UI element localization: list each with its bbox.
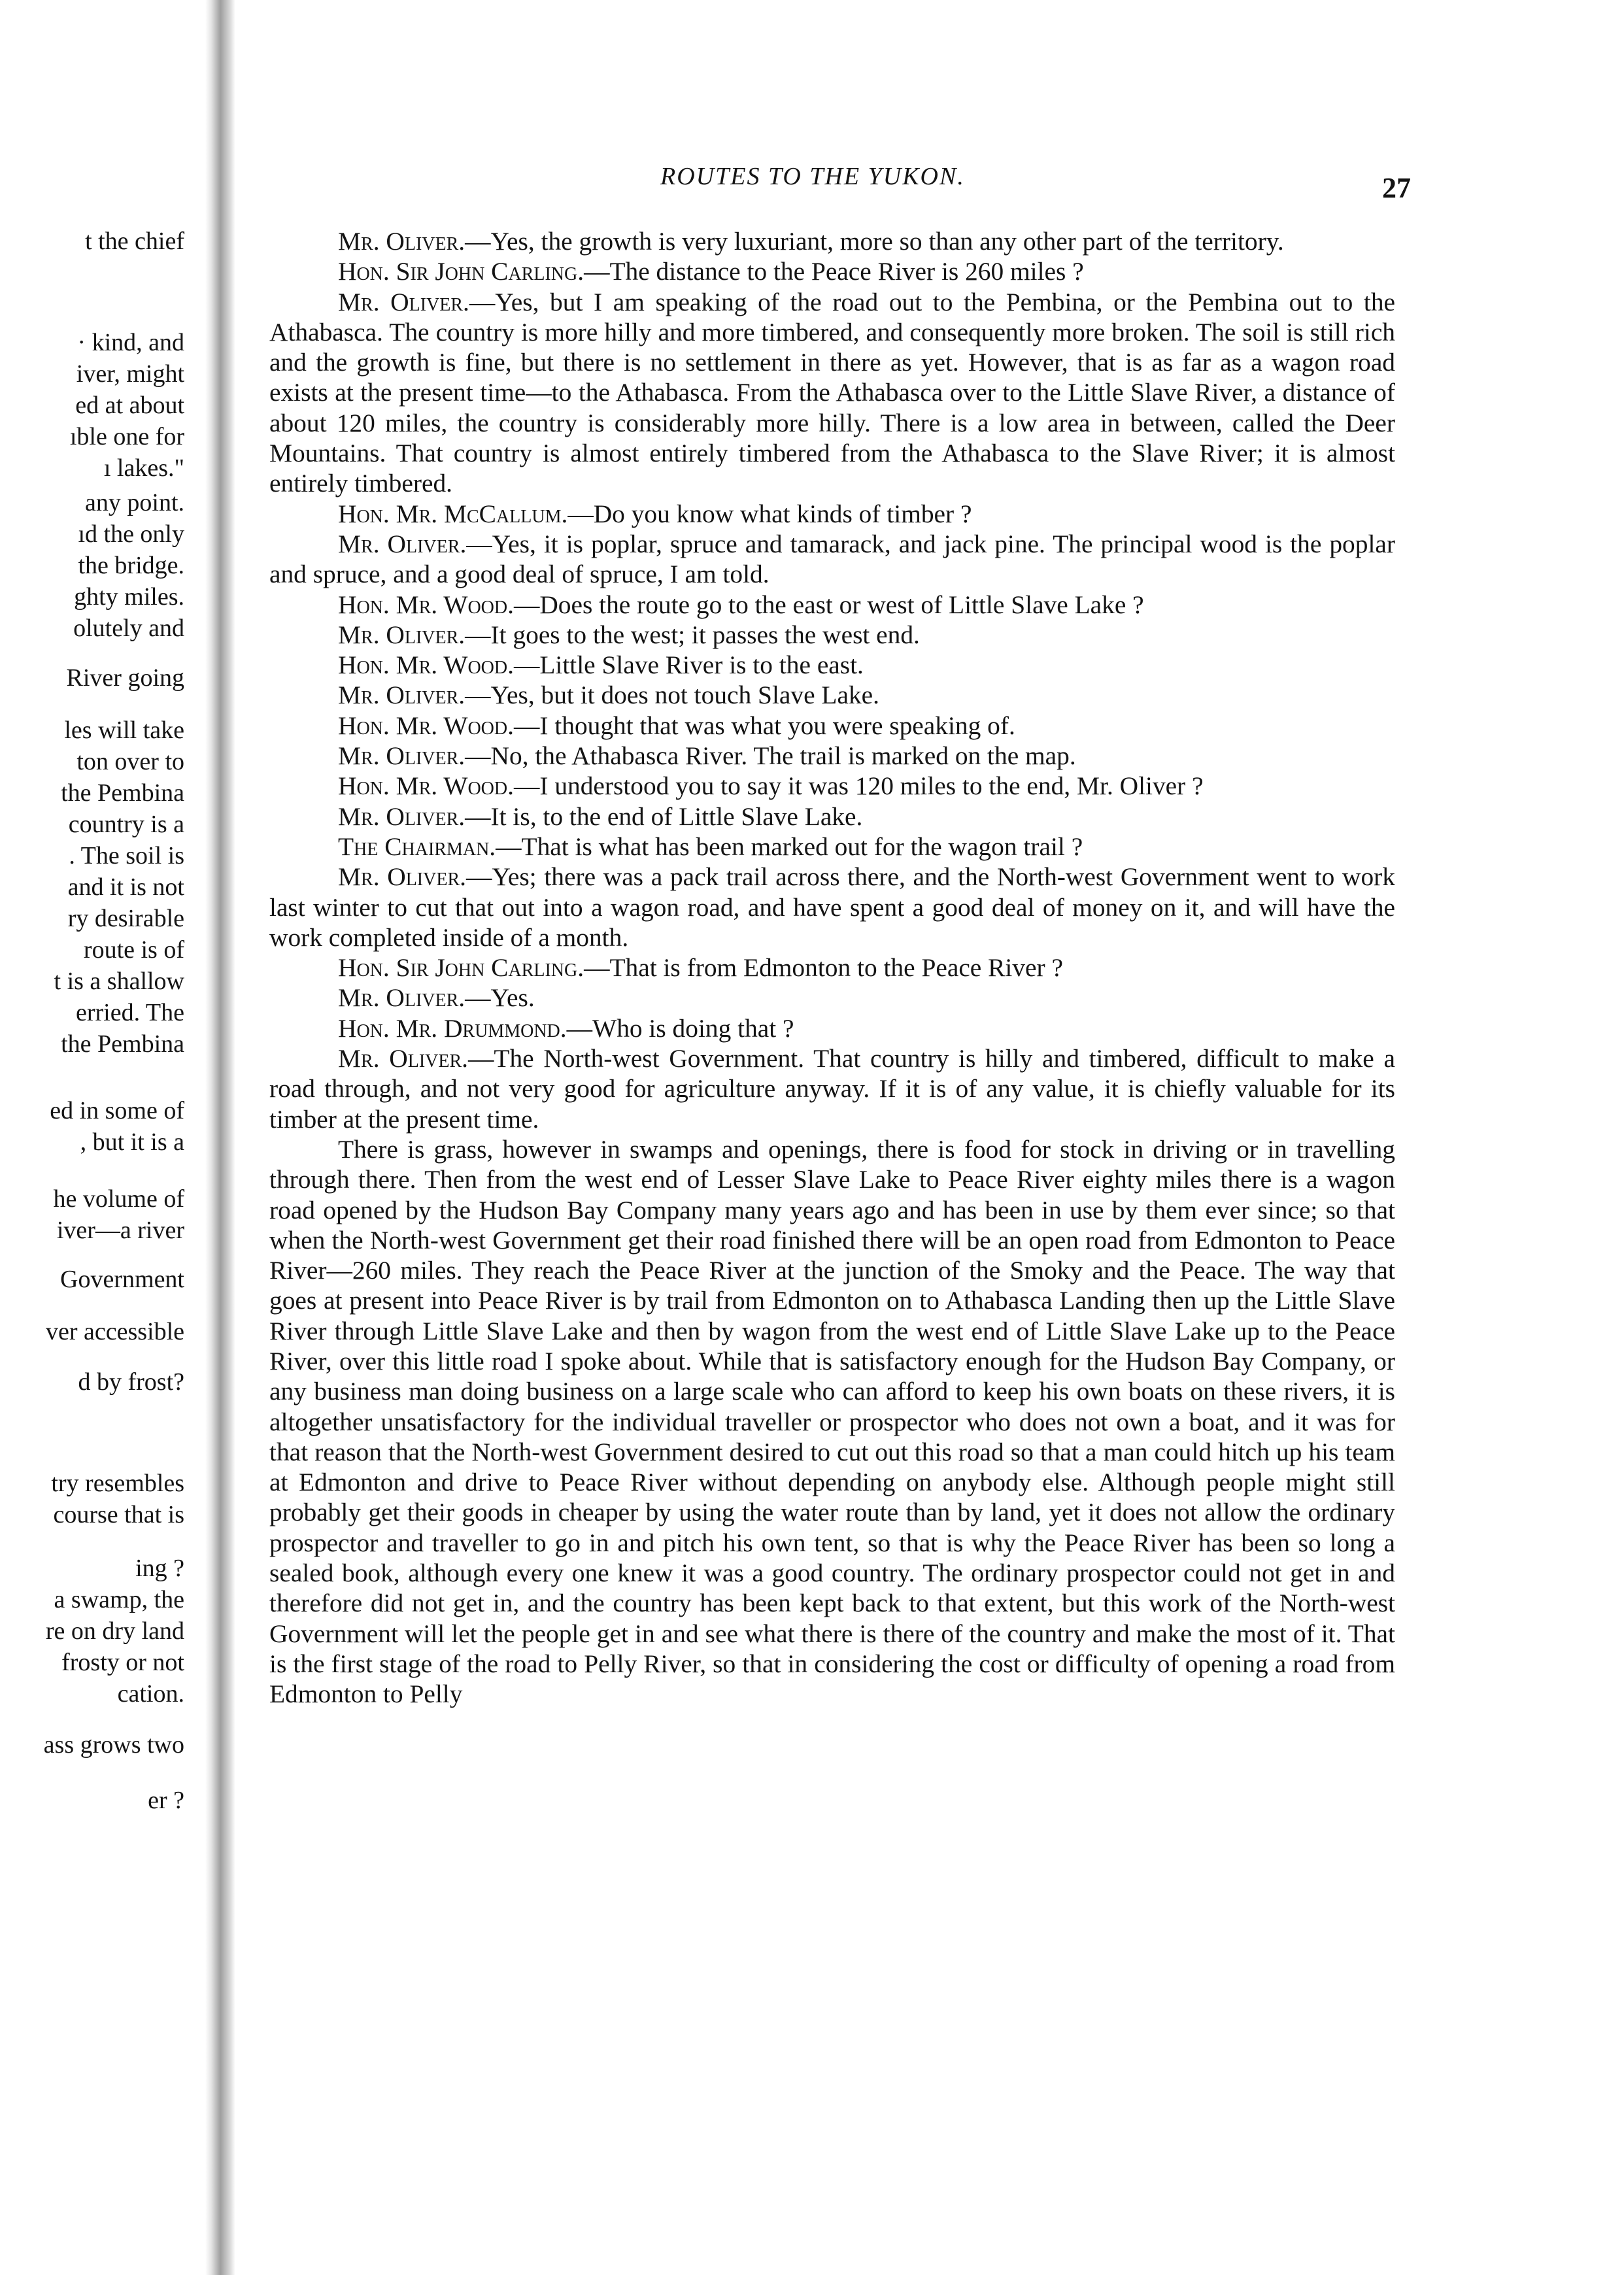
speaker-name: Mr. Oliver: [338, 1044, 462, 1073]
left-page-fragment: the Pembina: [61, 1030, 184, 1058]
paragraph: [269, 226, 1395, 256]
running-title: ROUTES TO THE YUKON.: [660, 163, 965, 190]
left-page-fragment: erried. The: [76, 999, 184, 1026]
paragraph-text: .—Yes, it is poplar, spruce and tamarack, and jack pine. The principal wood is the poplar and spruce, and a good deal of spruce, I am told.: [269, 529, 1395, 589]
left-page-fragment: ry desirable: [67, 905, 184, 932]
paragraph: [269, 771, 1395, 801]
paragraph: [269, 256, 1395, 286]
left-page-fragment: olutely and: [73, 615, 184, 642]
speaker-name: Hon. Sir John Carling: [338, 953, 578, 983]
paragraph-text: .—That is from Edmonton to the Peace River ?: [577, 953, 1063, 983]
speaker-name: Hon. Mr. Wood: [338, 771, 508, 801]
left-page-fragment: ghty miles.: [74, 583, 184, 611]
paragraph-text: .—The North-west Government. That country is hilly and timbered, difficult to make a road through, and not very good for agriculture anyway. If it is of any value, it is chiefly valuable for its timber at the present time.: [269, 1044, 1395, 1134]
left-page-fragment: iver, might: [76, 360, 184, 388]
left-page-fragment: , but it is a: [80, 1128, 184, 1156]
paragraph-text: .—No, the Athabasca River. The trail is marked on the map.: [458, 741, 1076, 771]
speaker-name: Hon. Mr. Wood: [338, 711, 508, 740]
paragraph: [269, 952, 1395, 983]
left-page-fragment: ing ?: [135, 1555, 184, 1582]
paragraph: [269, 741, 1395, 771]
book-gutter-shadow: [205, 0, 235, 2275]
left-page-fragment: try resembles: [51, 1470, 184, 1497]
paragraph-text: .—Who is doing that ?: [560, 1013, 794, 1043]
speaker-name: Hon. Mr. Wood: [338, 590, 508, 619]
paragraph: [269, 650, 1395, 680]
paragraph: [269, 680, 1395, 710]
paragraph: [269, 529, 1395, 590]
left-page-fragment: . The soil is: [69, 842, 184, 869]
speaker-name: Hon. Sir John Carling: [338, 257, 578, 286]
left-page-fragment: River going: [66, 664, 184, 692]
left-page-fragment: Government: [60, 1266, 184, 1293]
left-page-fragment: t is a shallow: [54, 968, 184, 995]
speaker-name: Mr. Oliver: [338, 227, 459, 256]
left-page-fragment: any point.: [85, 489, 184, 516]
left-page-fragment: ass grows two: [43, 1731, 184, 1759]
page-number: 27: [1382, 172, 1411, 204]
paragraph-text: .—Does the route go to the east or west of Little Slave Lake ?: [507, 590, 1144, 619]
left-page-fragment: iver—a river: [56, 1217, 184, 1244]
paragraph-text: .—Yes, the growth is very luxuriant, more so than any other part of the territory.: [458, 227, 1284, 256]
left-page-fragment: cation.: [117, 1680, 184, 1708]
speaker-name: Mr. Oliver: [338, 529, 460, 558]
left-page-fragment: d by frost?: [78, 1368, 184, 1396]
paragraph: [269, 1043, 1395, 1134]
left-page-fragment: ed in some of: [50, 1097, 184, 1124]
paragraph-text: There is grass, however in swamps and openings, there is food for stock in driving or in travelling through there. Then from the west end of Lesser Slave Lake to Peace River eighty miles there is a wagon road opened by the Hudson Bay Company many years ago and has been in use by them ever since; so that when the North-west Government get their road finished there will be an open road from Edmonton to Peace River—260 miles. They reach the Peace River at the junction of the Smoky and the Peace. The way that goes at present into Peace River is by trail from Edmonton on to Athabasca Landing then up the Little Slave River through Little Slave Lake and then by wagon from the west end of Little Slave Lake up to the Peace River, over this little road I spoke about. While that is satisfactory enough for the Hudson Bay Company, or any business man doing business on a large scale who can afford to keep his own boats on these rivers, it is altogether unsatisfactory for the individual traveller or prospector who does not own a boat, and it was for that reason that the North-west Government desired to cut out this road so that a man could hitch up his team at Edmonton and drive to Peace River without depending on anybody else. Although people might still probably get their goods in cheaper by using the water route than by land, yet it does not allow the ordinary prospector and traveller to go in and pitch his own tent, so that is why the Peace River has been so long a sealed book, although every one knew it was a good country. The ordinary prospector could not get in and therefore did not get in, and the country has been kept back to that extent, but this work of the North-west Government will let the people get in and see what there is there of the country and make the most of it. That is the first stage of the road to Pelly River, so that in considering the cost or difficulty of opening a road from Edmonton to Pelly: [269, 1134, 1395, 1709]
left-page-fragment: t the chief: [85, 228, 184, 255]
left-page-fragment: ver accessible: [45, 1318, 184, 1345]
left-page-fragment: frosty or not: [61, 1649, 184, 1676]
paragraph-text: .—It goes to the west; it passes the west end.: [458, 620, 920, 649]
paragraph-text: .—The distance to the Peace River is 260 miles ?: [577, 257, 1084, 286]
paragraph-text: .—Do you know what kinds of timber ?: [561, 499, 972, 528]
paragraph: [269, 983, 1395, 1013]
left-page-fragment: er ?: [148, 1787, 184, 1814]
speaker-name: Hon. Mr. Drummond: [338, 1013, 560, 1043]
speaker-name: Mr. Oliver: [338, 801, 459, 831]
paragraph-text: .—Yes, but it does not touch Slave Lake.: [458, 681, 879, 710]
paragraph: [269, 711, 1395, 741]
left-page-fragment: the bridge.: [78, 552, 184, 579]
left-page-fragment: course that is: [53, 1501, 184, 1528]
left-page-fragments: [0, 226, 196, 2187]
paragraph: [269, 1134, 1395, 1710]
left-page-fragment: ıd the only: [78, 520, 184, 548]
speaker-name: Mr. Oliver: [338, 620, 459, 649]
paragraph: [269, 620, 1395, 650]
paragraph: [269, 499, 1395, 529]
paragraph-text: .—I thought that was what you were speaking of.: [507, 711, 1015, 740]
left-page-fragment: a swamp, the: [54, 1586, 184, 1613]
paragraph: [269, 832, 1395, 862]
page-body: [269, 226, 1395, 1710]
left-page-fragment: ed at about: [75, 392, 184, 419]
left-page-fragment: les will take: [64, 716, 184, 744]
left-page-fragment: country is a: [68, 811, 184, 838]
speaker-name: The Chairman: [338, 832, 490, 861]
left-page-fragment: the Pembina: [61, 779, 184, 807]
paragraph: [269, 590, 1395, 620]
paragraph: [269, 862, 1395, 952]
paragraph-text: .—Yes; there was a pack trail across there, and the North-west Government went to work last winter to cut that out into a wagon road, and have spent a good deal of money on it, and will have the work completed inside of a month.: [269, 862, 1395, 952]
left-page-fragment: · kind, and: [77, 329, 184, 356]
paragraph: [269, 801, 1395, 832]
paragraph-text: .—That is what has been marked out for the wagon trail ?: [489, 832, 1083, 861]
speaker-name: Mr. Oliver: [338, 681, 459, 710]
paragraph: [269, 287, 1395, 499]
paragraph-text: .—Yes.: [458, 983, 535, 1013]
paragraph-text: .—I understood you to say it was 120 miles to the end, Mr. Oliver ?: [507, 771, 1204, 801]
left-page-fragment: ıble one for: [69, 423, 184, 450]
speaker-name: Mr. Oliver: [338, 983, 459, 1013]
left-page-fragment: ı lakes.": [103, 454, 184, 482]
left-page-fragment: and it is not: [67, 873, 184, 901]
left-page-fragment: ton over to: [76, 748, 184, 775]
paragraph-text: .—Yes, but I am speaking of the road out to the Pembina, or the Pembina out to the Athabasca. The country is more hilly and more timbered, and consequently more broken. The soil is still rich and the growth is fine, but there is no settlement in there as yet. However, that is as far as a wagon road exists at the present time—to the Athabasca. From the Athabasca over to the Little Slave River, a distance of about 120 miles, the country is considerably more hilly. There is a low area in between, called the Deer Mountains. That country is almost entirely timbered from the Athabasca to the Slave River; it is almost entirely timbered.: [269, 287, 1395, 498]
speaker-name: Mr. Oliver: [338, 287, 464, 316]
left-page-fragment: route is of: [83, 936, 184, 964]
left-page-fragment: he volume of: [53, 1185, 184, 1213]
speaker-name: Mr. Oliver: [338, 862, 460, 892]
speaker-name: Hon. Mr. Wood: [338, 650, 508, 680]
paragraph: [269, 1013, 1395, 1043]
left-page-fragment: re on dry land: [45, 1617, 184, 1645]
speaker-name: Hon. Mr. McCallum: [338, 499, 562, 528]
paragraph-text: .—It is, to the end of Little Slave Lake.: [458, 801, 863, 831]
speaker-name: Mr. Oliver: [338, 741, 459, 771]
paragraph-text: .—Little Slave River is to the east.: [507, 650, 864, 680]
